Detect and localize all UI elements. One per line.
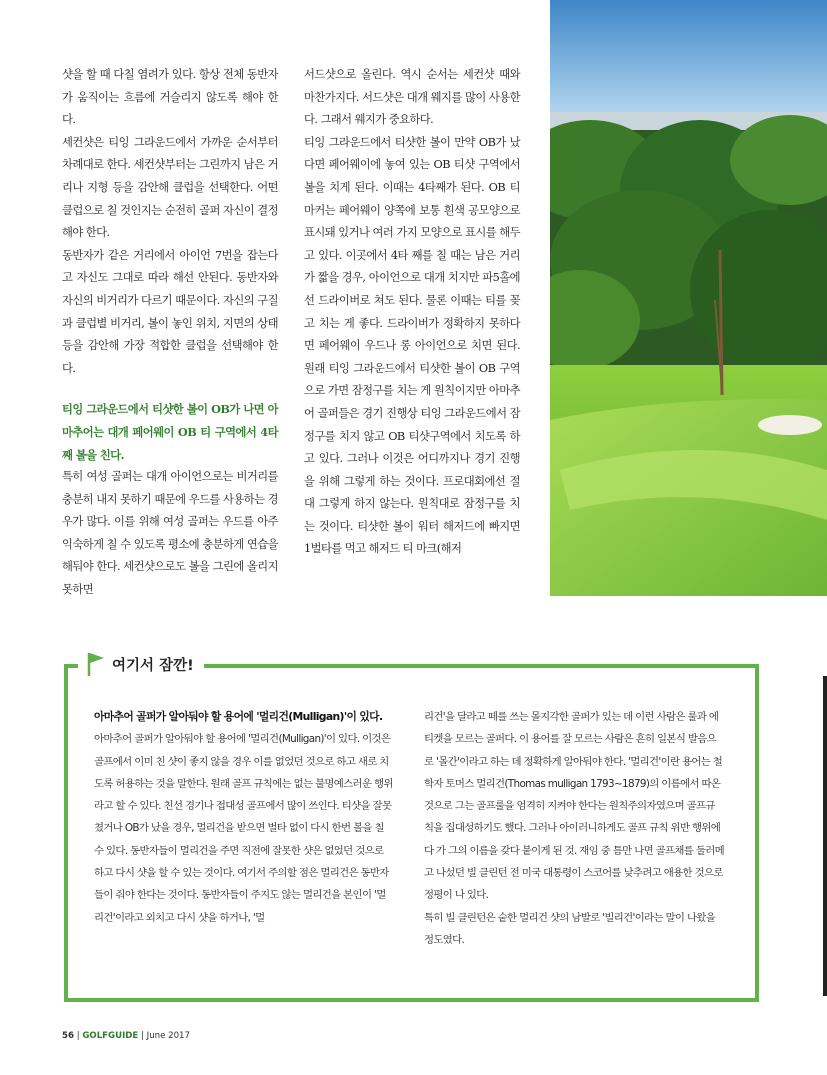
tip-paragraph: 아마추어 골퍼가 알아둬야 할 용어에 '멀리건(Mulligan)'이 있다. 이것은 골프에서 이미 친 샷이 좋지 않을 경우 이를 없었던 것으로 하고 새로 치도록 허용하는 것을 말한다. 원래 골프 규칙에는 없는 불명예스러운 행위라고 할 수 있다. 친선 경기나 접대성 골프에서 많이 쓰인다. 티샷을 잘못쳤거나 OB가 났을 경우, 멀리건을 받으면 벌타 없이 다시 한번 볼을 칠 수 있다. 동반자들이 멀리건을 주면 직전에 잘못한 샷은 없었던 것으로 하고 다시 샷을 할 수 있는 것이다. 여기서 주의할 점은 멀리건은 동반자들이 줘야 한다는 것이다. 동반자들이 주지도 않는 멀리건을 본인이 '멀리건'이라고 외치고 다시 샷을 하거나, '멀: [94, 733, 393, 924]
article-column-2: [304, 64, 520, 561]
paragraph: 동반자가 같은 거리에서 아이언 7번을 잡는다고 자신도 그대로 따라 해선 안된다. 동반자와 자신의 비거리가 다르기 때문이다. 자신의 구질과 클럽별 비거리, 볼이 놓인 위치, 지면의 상태 등을 감안해 가장 적합한 클럽을 선택해야 한다.: [62, 248, 278, 375]
paragraph: 세컨샷은 티잉 그라운드에서 가까운 순서부터 차례대로 한다. 세컨샷부터는 그린까지 남은 거리나 지형 등을 감안해 클럽을 선택한다. 어떤 클럽으로 칠 것인지는 순전히 골퍼 자신이 결정해야 한다.: [62, 135, 278, 240]
golf-flag-icon: [86, 651, 106, 677]
paragraph: 서드샷으로 올린다. 역시 순서는 세컨샷 때와 마찬가지다. 서드샷은 대개 웨지를 많이 사용한다. 그래서 웨지가 중요하다.: [304, 68, 520, 127]
tip-column-1: [94, 706, 394, 929]
magazine-name: GOLFGUIDE: [82, 1031, 139, 1041]
tip-paragraph: 리건'을 달라고 떼를 쓰는 몰지각한 골퍼가 있는 데 이런 사람은 룰과 에티켓을 모르는 골퍼다. 이 용어를 잘 모르는 사람은 흔히 일본식 발음으로 '몰간'이라고 하는 데 정확하게 알아둬야 한다. '멀리건'이란 용어는 철학자 토머스 멀리건(Thomas mulligan 1793~1879)의 이름에서 따온 것으로 그는 골프룰을 엄격히 지켜야 한다는 원칙주의자였으며 골프규칙을 집대성하기도 했다. 그러나 아이러니하게도 골프 규칙 위반 행위에다 가 그의 이름을 갖다 붙이게 된 것. 재임 중 틈만 나면 골프채를 둘러메고 나섰던 빌 클린턴 전 미국 대통령이 스코어를 낮추려고 애용한 것으로 정평이 나 있다.: [424, 711, 724, 902]
paragraph: 특히 여성 골퍼는 대개 아이언으로는 비거리를 충분히 내지 못하기 때문에 우드를 사용하는 경우가 많다. 이를 위해 여성 골퍼는 우드를 아주 익숙하게 칠 수 있도록 평소에 충분하게 연습을 해둬야 한다. 세컨샷으로도 볼을 그린에 올리지 못하면: [62, 470, 278, 597]
paragraph: 티잉 그라운드에서 티샷한 볼이 만약 OB가 났다면 페어웨이에 놓여 있는 OB 티샷 구역에서 볼을 치게 된다. 이때는 4타째가 된다. OB 티 마커는 페어웨이 양쪽에 보통 흰색 공모양으로 표시돼 있거나 여러 가지 모양으로 표시를 해두고 있다. 이곳에서 4타 째를 칠 때는 남은 거리가 짧을 경우, 아이언으로 대개 치지만 파5홀에선 드라이버로 쳐도 된다. 물론 이때는 티를 꽂고 치는 게 좋다. 드라이버가 정확하지 못하다면 페어웨이 우드나 롱 아이언으로 치면 된다. 원래 티잉 그라운드에서 티샷한 볼이 OB 구역으로 가면 잠정구를 치는 게 원칙이지만 아마추어 골퍼들은 경기 진행상 티잉 그라운드에서 잠정구를 치지 않고 OB 티샷구역에서 치도록 하고 있다. 그러나 이것은 어디까지나 경기 진행을 위해 그렇게 하는 것이다. 프로대회에선 절대 그렇게 하지 않는다. 원칙대로 잠정구를 치는 것이다. 티샷한 볼이 워터 해저드에 빠지면 1벌타를 먹고 해저드 티 마크(해저: [304, 135, 520, 556]
tip-box-title: 여기서 잠깐!: [112, 657, 194, 674]
page-edge-mark: [823, 676, 827, 996]
page-footer: 56 | GOLFGUIDE | June 2017: [62, 1031, 190, 1041]
highlight-subheading: 티잉 그라운드에서 티샷한 볼이 OB가 나면 아마추어는 대개 페어웨이 OB 티 구역에서 4타 째 볼을 친다.: [62, 402, 278, 462]
tip-column-2: [424, 706, 724, 951]
tip-box-header: [78, 648, 204, 680]
page-number: 56: [62, 1031, 74, 1041]
golf-course-photo: [550, 0, 827, 596]
paragraph: 샷을 할 때 다칠 염려가 있다. 항상 전체 동반자가 움직이는 흐름에 거슬리지 않도록 해야 한다.: [62, 68, 278, 127]
tip-lead: 아마추어 골퍼가 알아둬야 할 용어에 '멀리건(Mulligan)'이 있다.: [94, 710, 383, 723]
issue-date: June 2017: [146, 1031, 190, 1041]
article-column-1: [62, 64, 278, 602]
tip-paragraph: 특히 빌 클린턴은 숱한 멀리건 샷의 남발로 '빌리건'이라는 말이 나왔을 정도였다.: [424, 911, 716, 946]
